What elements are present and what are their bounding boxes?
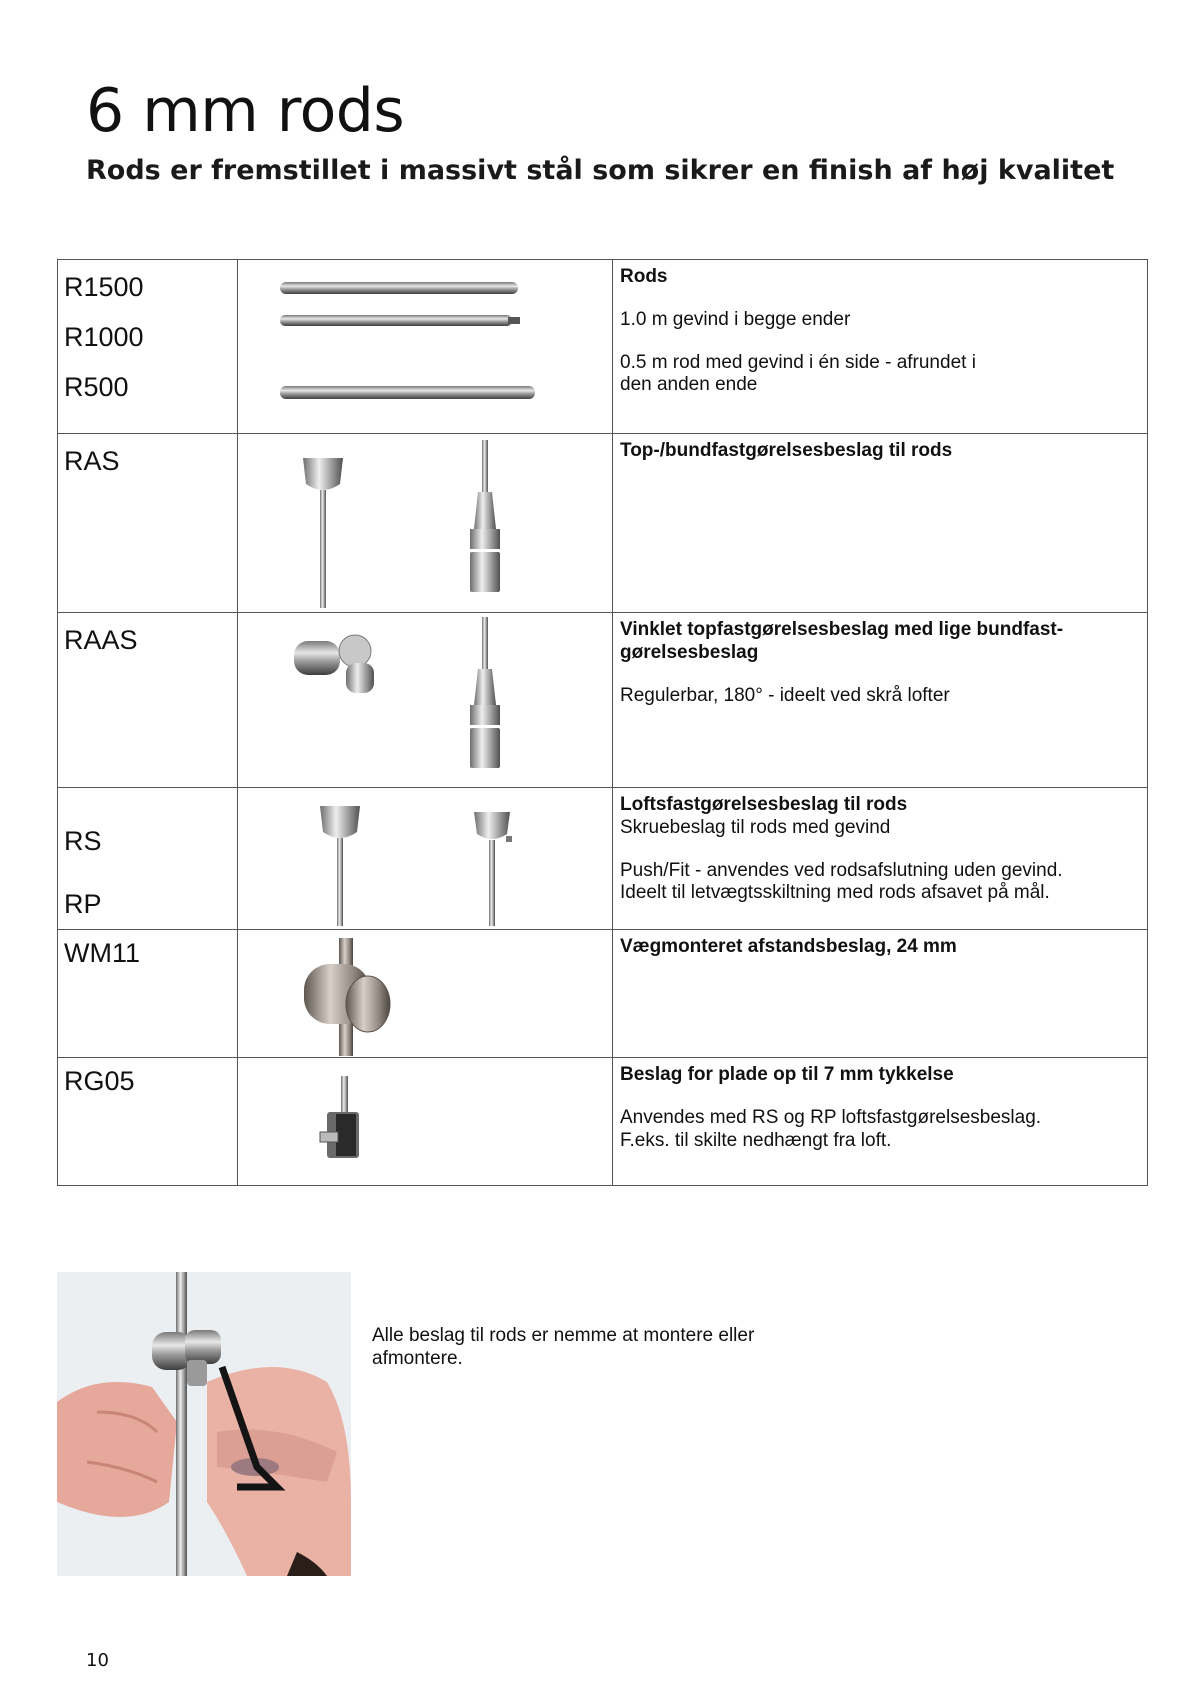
page-number: 10 [86, 1650, 109, 1671]
description-line: Regulerbar, 180° - ideelt ved skrå lofter [620, 684, 950, 706]
product-codes [58, 930, 238, 1058]
table-row [58, 434, 1148, 613]
product-code: RAS [64, 446, 120, 476]
description-line: Anvendes med RS og RP loftsfastgørelsesbeslag. [620, 1106, 1042, 1128]
product-codes [58, 260, 238, 434]
table-row [58, 788, 1148, 930]
caption-line: afmontere. [372, 1347, 463, 1369]
product-description [613, 434, 1148, 613]
description-line: den anden ende [620, 374, 758, 396]
product-codes [58, 788, 238, 930]
wm11-fitting-image [238, 930, 612, 1058]
raas-fittings-image [238, 613, 612, 788]
product-image [238, 930, 613, 1058]
product-code: RP [64, 889, 102, 919]
product-code: R1500 [64, 272, 144, 302]
product-description [613, 1058, 1148, 1186]
product-description [613, 930, 1148, 1058]
page-subtitle: Rods er fremstillet i massivt stål som sikrer en finish af høj kvalitet [86, 155, 1115, 186]
product-codes [58, 613, 238, 788]
table-row [58, 613, 1148, 788]
description-line: F.eks. til skilte nedhængt fra loft. [620, 1129, 892, 1151]
product-image [238, 260, 613, 434]
product-code: RS [64, 826, 102, 856]
description-heading: Top-/bundfastgørelsesbeslag til rods [620, 440, 953, 461]
product-code: WM11 [64, 938, 141, 968]
mounting-photo [57, 1272, 351, 1576]
product-codes [58, 1058, 238, 1186]
description-heading: Vægmonteret afstandsbeslag, 24 mm [620, 936, 957, 957]
product-code: RG05 [64, 1066, 135, 1096]
product-description [613, 260, 1148, 434]
caption [372, 1325, 792, 1371]
product-code: RAAS [64, 625, 138, 655]
description-heading: gørelsesbeslag [620, 641, 759, 663]
description-line: Skruebeslag til rods med gevind [620, 816, 891, 838]
rs-rp-fittings-image [238, 788, 612, 930]
product-image [238, 434, 613, 613]
product-codes [58, 434, 238, 613]
description-heading: Vinklet topfastgørelsesbeslag med lige bundfast- [620, 619, 1064, 640]
page-title: 6 mm rods [86, 76, 405, 146]
table-row [58, 260, 1148, 434]
description-line: 1.0 m gevind i begge ender [620, 308, 851, 330]
rods-image [238, 260, 612, 434]
description-line: 0.5 m rod med gevind i én side - afrundet i [620, 351, 976, 373]
product-image [238, 1058, 613, 1186]
table-row [58, 1058, 1148, 1186]
ras-fittings-image [238, 434, 612, 613]
product-table [57, 259, 1148, 1186]
description-line: Ideelt til letvægtsskiltning med rods afsavet på mål. [620, 882, 1050, 904]
product-code: R500 [64, 372, 129, 402]
description-heading: Rods [620, 266, 668, 287]
product-code: R1000 [64, 322, 144, 352]
caption-line: Alle beslag til rods er nemme at montere eller [372, 1325, 755, 1346]
rg05-fitting-image [238, 1058, 612, 1186]
description-line: Push/Fit - anvendes ved rodsafslutning uden gevind. [620, 859, 1063, 881]
description-heading: Beslag for plade op til 7 mm tykkelse [620, 1064, 954, 1085]
product-description [613, 613, 1148, 788]
product-description [613, 788, 1148, 930]
product-image [238, 613, 613, 788]
description-heading: Loftsfastgørelsesbeslag til rods [620, 794, 908, 815]
product-image [238, 788, 613, 930]
table-row [58, 930, 1148, 1058]
